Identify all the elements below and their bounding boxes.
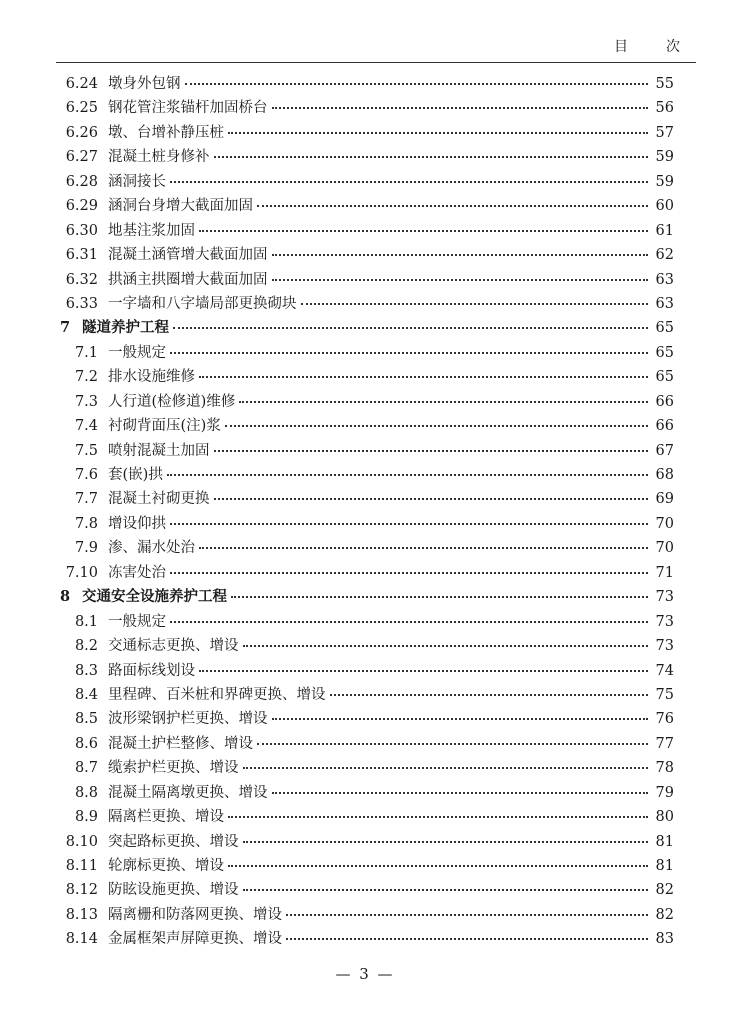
toc-section-entry[interactable] (60, 830, 674, 854)
toc-entry-number: 8.10 (65, 833, 98, 850)
dot-leader (199, 219, 648, 231)
toc-entry-title: 轮廓标更换、增设 (108, 858, 224, 874)
toc-section-entry[interactable] (60, 414, 674, 438)
toc-entry-page: 81 (655, 833, 674, 850)
toc-entry-number: 8.11 (65, 858, 98, 874)
toc-entry-title: 增设仰拱 (108, 515, 166, 532)
toc-section-entry[interactable] (60, 634, 674, 658)
dot-leader (257, 195, 648, 207)
toc-entry-number: 8 (60, 588, 71, 606)
dot-leader (231, 586, 648, 598)
toc-entry-number: 6.28 (65, 173, 98, 190)
toc-entry-page: 63 (655, 271, 674, 288)
toc-section-entry[interactable] (60, 219, 674, 243)
dot-leader (272, 244, 649, 256)
toc-entry-number: 6.27 (65, 149, 98, 166)
toc-section-entry[interactable] (60, 512, 674, 536)
toc-section-entry[interactable] (60, 781, 674, 805)
toc-entry-number: 6.29 (65, 198, 98, 215)
dot-leader (257, 733, 648, 745)
toc-entry-number: 8.14 (65, 931, 98, 948)
toc-entry-number: 7.8 (74, 515, 98, 532)
toc-entry-page: 71 (655, 564, 674, 581)
toc-entry-title: 防眩设施更换、增设 (108, 882, 239, 899)
toc-section-entry[interactable] (60, 365, 674, 389)
dot-leader (225, 415, 648, 427)
toc-entry-title: 混凝土桩身修补 (108, 149, 210, 166)
dot-leader (170, 513, 648, 525)
toc-entry-number: 6.26 (65, 124, 98, 141)
toc-section-entry[interactable] (60, 903, 674, 927)
toc-entry-title: 隔离栅和防落网更换、增设 (108, 906, 282, 923)
toc-entry-title: 人行道(检修道)维修 (108, 393, 236, 410)
toc-entry-number: 8.6 (74, 735, 98, 752)
toc-section-entry[interactable] (60, 487, 674, 511)
toc-entry-title: 隧道养护工程 (82, 319, 169, 337)
toc-section-entry[interactable] (60, 756, 674, 780)
toc-entry-page: 79 (655, 784, 674, 801)
toc-entry-number: 7.1 (74, 344, 98, 361)
toc-entry-title: 突起路标更换、增设 (108, 833, 239, 850)
toc-section-entry[interactable] (60, 72, 674, 96)
toc-entry-page: 73 (655, 638, 674, 655)
dot-leader (185, 73, 649, 85)
toc-entry-title: 涵洞接长 (108, 173, 166, 190)
toc-entry-page: 55 (655, 76, 674, 92)
toc-entry-page: 68 (655, 467, 674, 483)
toc-entry-title: 一字墙和八字墙局部更换砌块 (108, 295, 297, 312)
toc-entry-page: 66 (655, 393, 674, 410)
toc-section-entry[interactable] (60, 536, 674, 560)
dot-leader (199, 366, 648, 378)
toc-entry-title: 波形梁钢护栏更换、增设 (108, 711, 268, 728)
toc-entry-title: 隔离栏更换、增设 (108, 809, 224, 826)
toc-section-entry[interactable] (60, 854, 674, 878)
toc-section-entry[interactable] (60, 341, 674, 365)
toc-entry-number: 6.33 (65, 295, 98, 312)
toc-entry-page: 61 (655, 222, 674, 239)
toc-entry-page: 66 (655, 418, 674, 435)
toc-entry-number: 8.8 (74, 784, 98, 801)
toc-entry-page: 77 (655, 735, 674, 752)
dot-leader (199, 659, 648, 671)
toc-entry-number: 8.3 (74, 662, 98, 679)
toc-entry-number: 6.24 (65, 76, 98, 92)
header-title: 目 次 (614, 39, 692, 55)
toc-section-entry[interactable] (60, 878, 674, 902)
toc-section-entry[interactable] (60, 170, 674, 194)
toc-entry-title: 排水设施维修 (108, 369, 195, 386)
toc-section-entry[interactable] (60, 610, 674, 634)
toc-entry-title: 路面标线划设 (108, 662, 195, 679)
toc-entry-title: 墩、台增补静压桩 (108, 124, 224, 141)
toc-entry-title: 混凝土涵管增大截面加固 (108, 247, 268, 264)
dot-leader (243, 635, 649, 647)
toc-entry-page: 65 (655, 320, 674, 337)
toc-entry-number: 8.2 (74, 638, 98, 655)
toc-chapter-entry[interactable] (60, 585, 674, 609)
page-header (56, 28, 696, 63)
toc-entry-number: 8.4 (74, 686, 98, 703)
toc-entry-title: 交通安全设施养护工程 (82, 588, 227, 606)
dot-leader (228, 122, 648, 134)
toc-entry-title: 套(嵌)拱 (108, 467, 163, 483)
toc-entry-page: 62 (655, 247, 674, 264)
dot-leader (286, 928, 648, 940)
toc-entry-page: 78 (655, 760, 674, 777)
toc-entry-title: 混凝土隔离墩更换、增设 (108, 784, 268, 801)
dot-leader (286, 904, 648, 916)
dot-leader (272, 97, 649, 109)
toc-section-entry[interactable] (60, 96, 674, 120)
toc-entry-number: 6.32 (65, 271, 98, 288)
toc-entry-number: 6.25 (65, 100, 98, 117)
toc-section-entry[interactable] (60, 390, 674, 414)
toc-entry-page: 65 (655, 369, 674, 386)
toc-entry-number: 8.5 (74, 711, 98, 728)
toc-section-entry[interactable] (60, 463, 674, 487)
toc-entry-number: 7.5 (74, 442, 98, 459)
toc-entry-title: 钢花管注浆锚杆加固桥台 (108, 100, 268, 117)
toc-entry-number: 7.3 (74, 393, 98, 410)
dot-leader (243, 757, 649, 769)
toc-entry-number: 8.12 (65, 882, 98, 899)
toc-entry-number: 6.30 (65, 222, 98, 239)
toc-entry-title: 一般规定 (108, 613, 166, 630)
toc-entry-title: 缆索护栏更换、增设 (108, 760, 239, 777)
toc-section-entry[interactable] (60, 121, 674, 145)
toc-entry-title: 一般规定 (108, 344, 166, 361)
dot-leader (272, 708, 649, 720)
toc-entry-number: 7 (60, 319, 71, 337)
toc-section-entry[interactable] (60, 292, 674, 316)
dot-leader (330, 684, 649, 696)
toc-entry-page: 83 (655, 931, 674, 948)
toc-section-entry[interactable] (60, 805, 674, 829)
toc-section-entry[interactable] (60, 439, 674, 463)
toc-entry-title: 拱涵主拱圈增大截面加固 (108, 271, 268, 288)
dot-leader (214, 488, 649, 500)
toc-entry-page: 70 (655, 540, 674, 557)
dot-leader (170, 562, 648, 574)
dot-leader (272, 782, 649, 794)
dot-leader (272, 268, 649, 280)
toc-entry-page: 74 (655, 662, 674, 679)
dot-leader (214, 439, 649, 451)
toc-entry-page: 73 (655, 589, 674, 606)
toc-entry-number: 7.10 (65, 564, 98, 581)
toc-entry-number: 7.9 (74, 540, 98, 557)
dot-leader (228, 855, 648, 867)
dot-leader (301, 293, 649, 305)
toc-entry-title: 金属框架声屏障更换、增设 (108, 931, 282, 948)
toc-entry-page: 63 (655, 295, 674, 312)
dot-leader (199, 537, 648, 549)
toc-chapter-entry[interactable] (60, 316, 674, 340)
toc-entry-number: 7.4 (74, 418, 98, 435)
toc-entry-number: 8.1 (74, 613, 98, 630)
toc-entry-number: 8.13 (65, 906, 98, 923)
dot-leader (228, 806, 648, 818)
toc-entry-title: 墩身外包钢 (108, 76, 181, 92)
toc-entry-page: 82 (655, 906, 674, 923)
toc-entry-page: 69 (655, 491, 674, 508)
dot-leader (170, 342, 648, 354)
toc-entry-title: 混凝土护栏整修、增设 (108, 735, 253, 752)
toc-entry-page: 73 (655, 613, 674, 630)
toc-section-entry[interactable] (60, 194, 674, 218)
table-of-contents (60, 72, 674, 952)
dot-leader (243, 830, 649, 842)
toc-entry-title: 里程碑、百米桩和界碑更换、增设 (108, 686, 326, 703)
toc-entry-number: 6.31 (65, 247, 98, 264)
toc-entry-page: 56 (655, 100, 674, 117)
toc-entry-number: 7.2 (74, 369, 98, 386)
toc-section-entry[interactable] (60, 683, 674, 707)
toc-entry-page: 67 (655, 442, 674, 459)
toc-entry-page: 59 (655, 173, 674, 190)
toc-section-entry[interactable] (60, 145, 674, 169)
toc-entry-title: 喷射混凝土加固 (108, 442, 210, 459)
toc-entry-page: 65 (655, 344, 674, 361)
dot-leader (167, 464, 648, 476)
toc-entry-title: 涵洞台身增大截面加固 (108, 198, 253, 215)
dot-leader (243, 879, 649, 891)
dot-leader (170, 171, 648, 183)
toc-entry-number: 7.7 (74, 491, 98, 508)
dot-leader (170, 610, 648, 622)
toc-entry-page: 82 (655, 882, 674, 899)
toc-entry-number: 8.9 (74, 809, 98, 826)
toc-entry-page: 57 (655, 124, 674, 141)
toc-section-entry[interactable] (60, 927, 674, 951)
toc-entry-title: 地基注浆加固 (108, 222, 195, 239)
toc-entry-title: 衬砌背面压(注)浆 (108, 418, 221, 435)
toc-section-entry[interactable] (60, 561, 674, 585)
toc-entry-title: 渗、漏水处治 (108, 540, 195, 557)
toc-entry-title: 冻害处治 (108, 564, 166, 581)
toc-entry-page: 70 (655, 515, 674, 532)
toc-entry-page: 60 (655, 198, 674, 215)
toc-entry-page: 76 (655, 711, 674, 728)
toc-entry-page: 75 (655, 686, 674, 703)
toc-entry-title: 交通标志更换、增设 (108, 638, 239, 655)
toc-section-entry[interactable] (60, 268, 674, 292)
toc-section-entry[interactable] (60, 707, 674, 731)
toc-entry-title: 混凝土衬砌更换 (108, 491, 210, 508)
dot-leader (214, 146, 649, 158)
toc-entry-page: 80 (655, 809, 674, 826)
toc-section-entry[interactable] (60, 732, 674, 756)
toc-section-entry[interactable] (60, 659, 674, 683)
page-number: — 3 — (335, 965, 395, 983)
toc-entry-page: 81 (655, 858, 674, 874)
toc-entry-page: 59 (655, 149, 674, 166)
toc-entry-number: 7.6 (74, 467, 98, 483)
dot-leader (173, 317, 648, 329)
toc-entry-number: 8.7 (74, 760, 98, 777)
dot-leader (239, 391, 648, 403)
toc-section-entry[interactable] (60, 243, 674, 267)
